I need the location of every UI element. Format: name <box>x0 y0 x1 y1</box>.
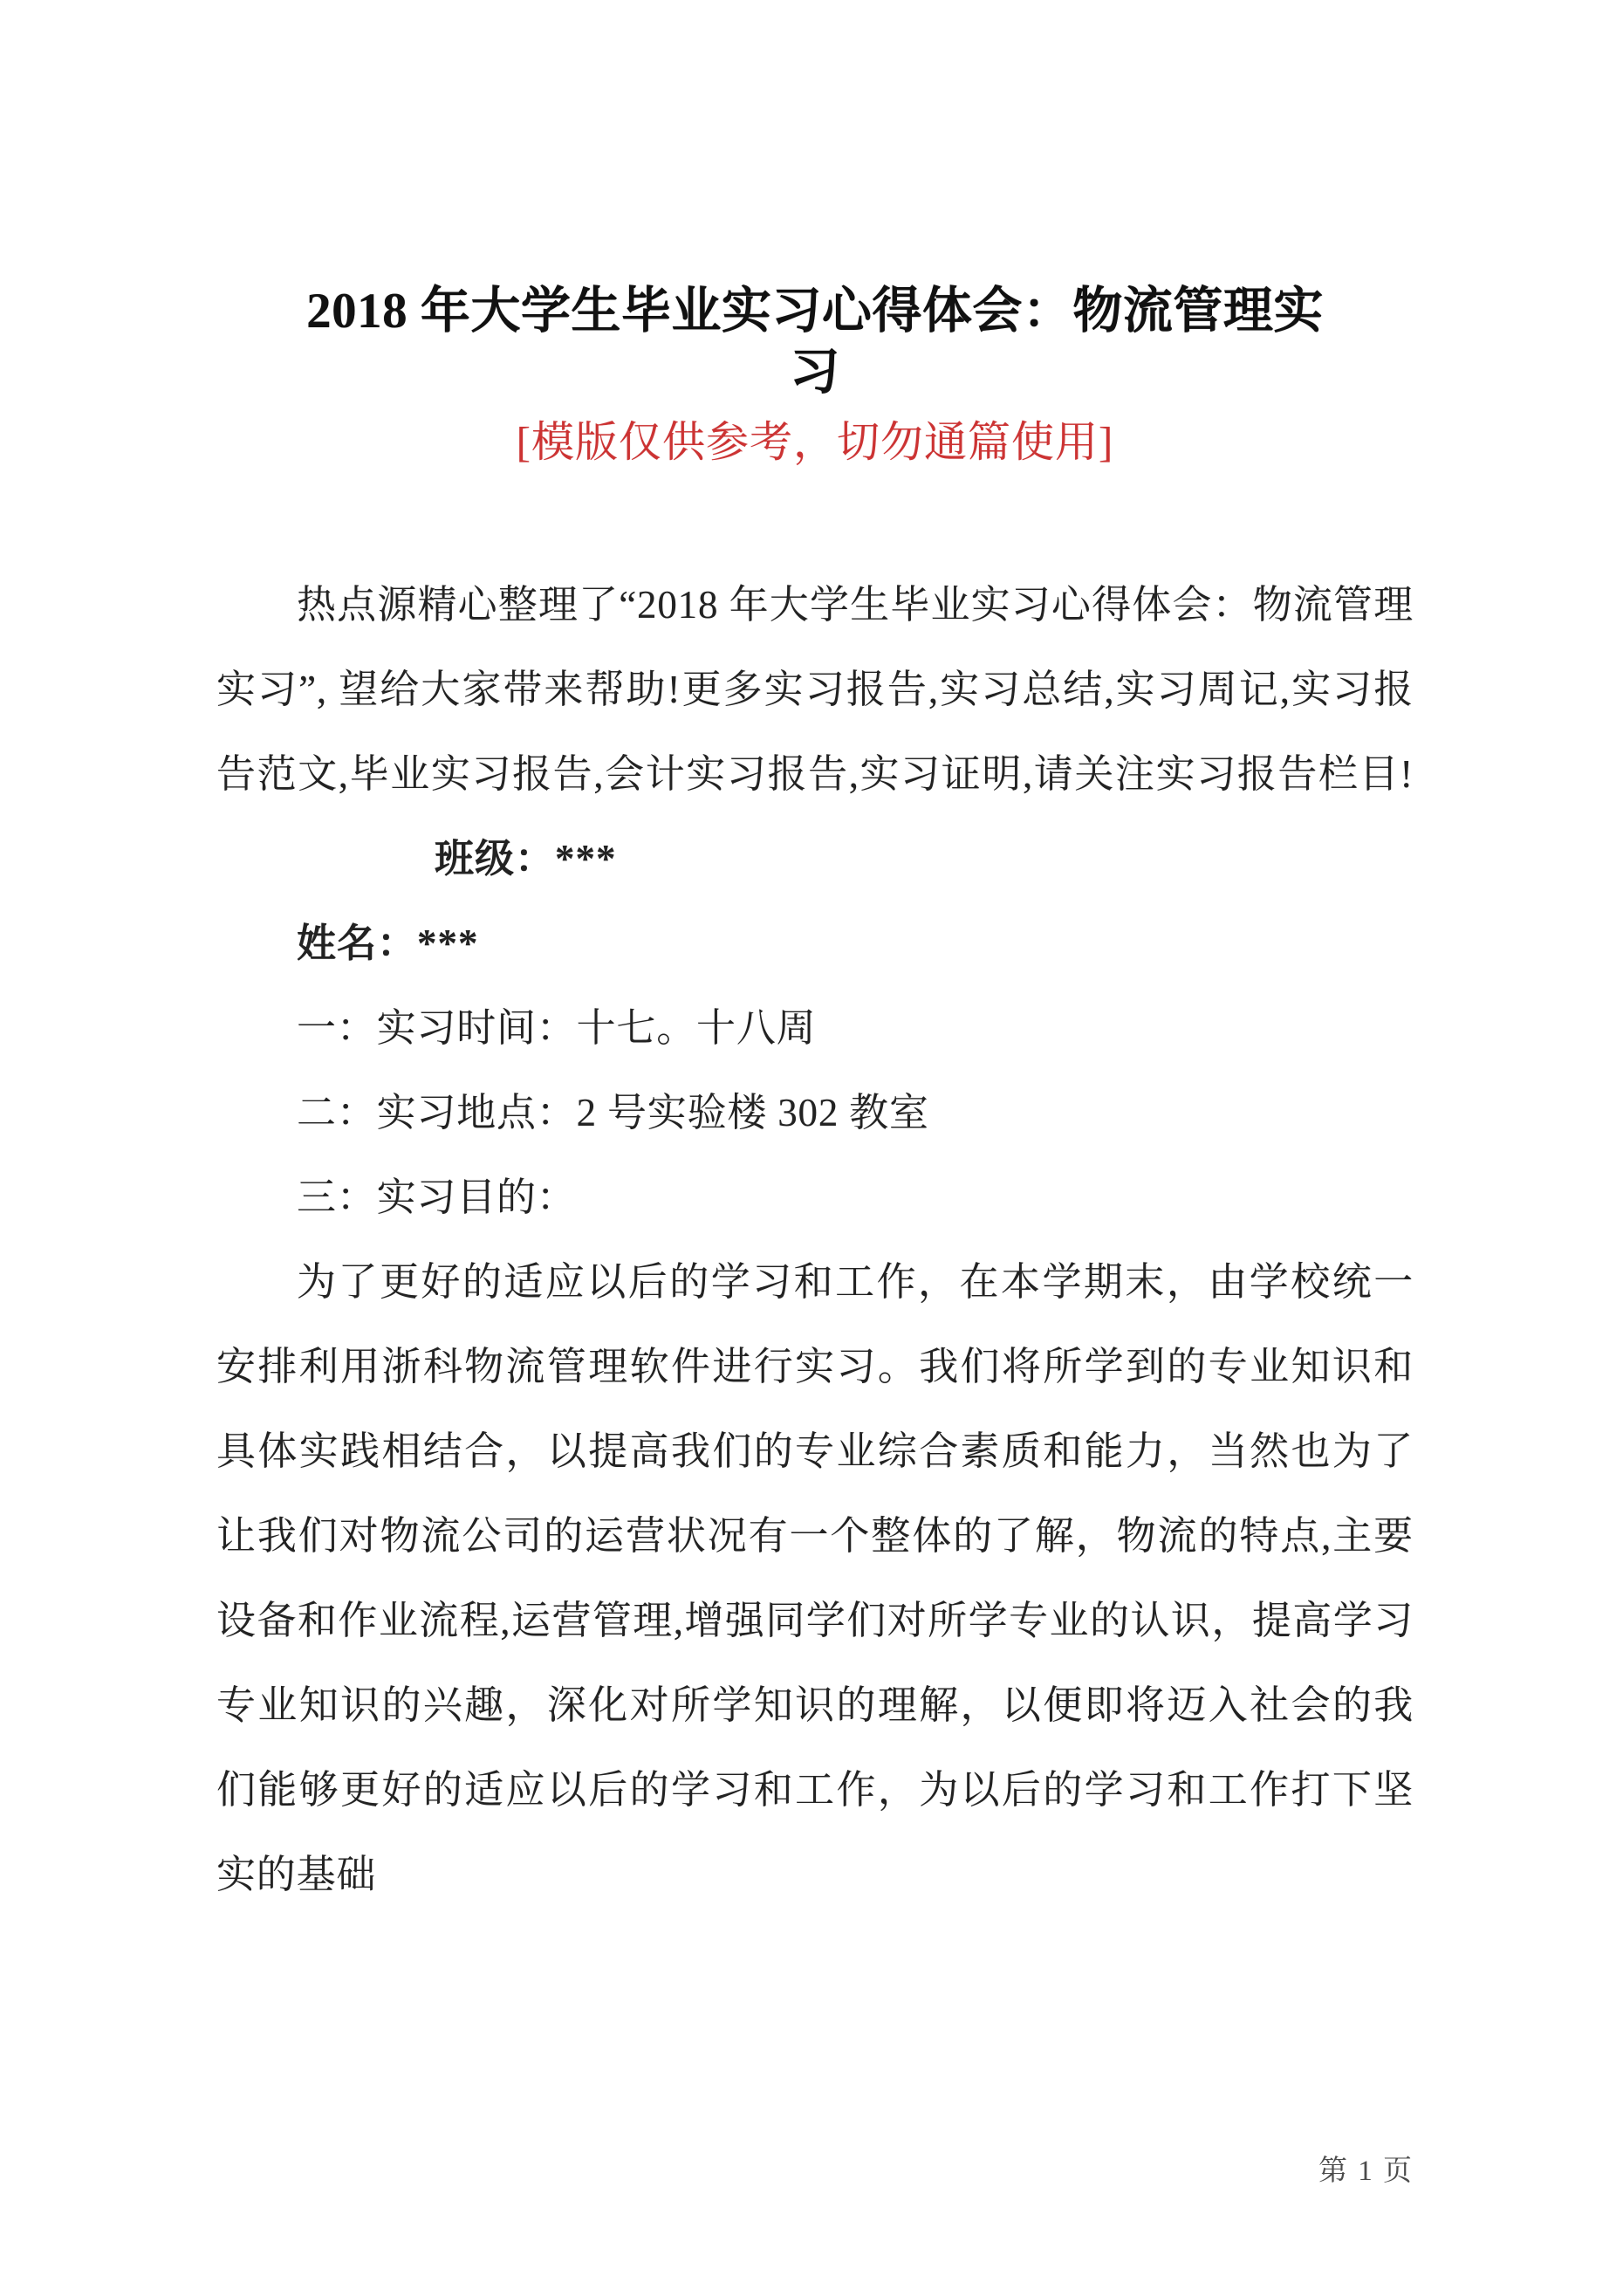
document-content <box>216 0 1414 1917</box>
list-item-marker: 三： <box>297 1175 377 1220</box>
list-item-value: 十七。十八周 <box>576 1006 817 1051</box>
page-title-line-2: 习 <box>790 345 840 401</box>
list-item-internship-time <box>216 986 1414 1071</box>
list-item-value: 2 号实验楼 302 教室 <box>576 1091 929 1135</box>
page-title-line-1: 2018 年大学生毕业实习心得体会：物流管理实 <box>306 284 1324 339</box>
list-item-label: 实习目的： <box>376 1175 577 1220</box>
list-item-internship-purpose <box>216 1155 1414 1240</box>
name-label: 姓名： <box>297 922 418 966</box>
list-item-label: 实习时间： <box>376 1006 577 1051</box>
page-title <box>216 0 1414 403</box>
list-item-marker: 二： <box>297 1091 377 1135</box>
intro-paragraph <box>216 563 1414 901</box>
purpose-paragraph: 为了更好的适应以后的学习和工作，在本学期末，由学校统一安排利用浙科物流管理软件进行实习。我们将所学到的专业知识和具体实践相结合，以提高我们的专业综合素质和能力，当然也为了让我们对物流公司的运营状况有一个整体的了解，物流的特点,主要设备和作业流程,运营管理,增强同学们对所学专业的认识，提高学习专业知识的兴趣，深化对所学知识的理解，以便即将迈入社会的我们能够更好的适应以后的学习和工作，为以后的学习和工作打下坚实的基础 <box>216 1260 1414 1897</box>
intro-paragraph-text: 热点源精心整理了“2018 年大学生毕业实习心得体会：物流管理实习”, 望给大家带来帮助!更多实习报告,实习总结,实习周记,实习报告范文,毕业实习报告,会计实习报告,实习证明,请关注实习报告栏目! <box>216 583 1414 797</box>
class-label: 班级： <box>435 837 556 881</box>
class-value: *** <box>555 837 617 881</box>
list-item-internship-place <box>216 1071 1414 1155</box>
name-value: *** <box>417 922 479 966</box>
name-row <box>216 901 1414 986</box>
list-item-label: 实习地点： <box>376 1091 577 1135</box>
list-item-marker: 一： <box>297 1006 377 1051</box>
template-notice-subtitle: [模版仅供参考，切勿通篇使用] <box>516 418 1114 467</box>
document-body <box>216 469 1414 1917</box>
page-number-footer: 第 1 页 <box>1318 2155 1414 2187</box>
